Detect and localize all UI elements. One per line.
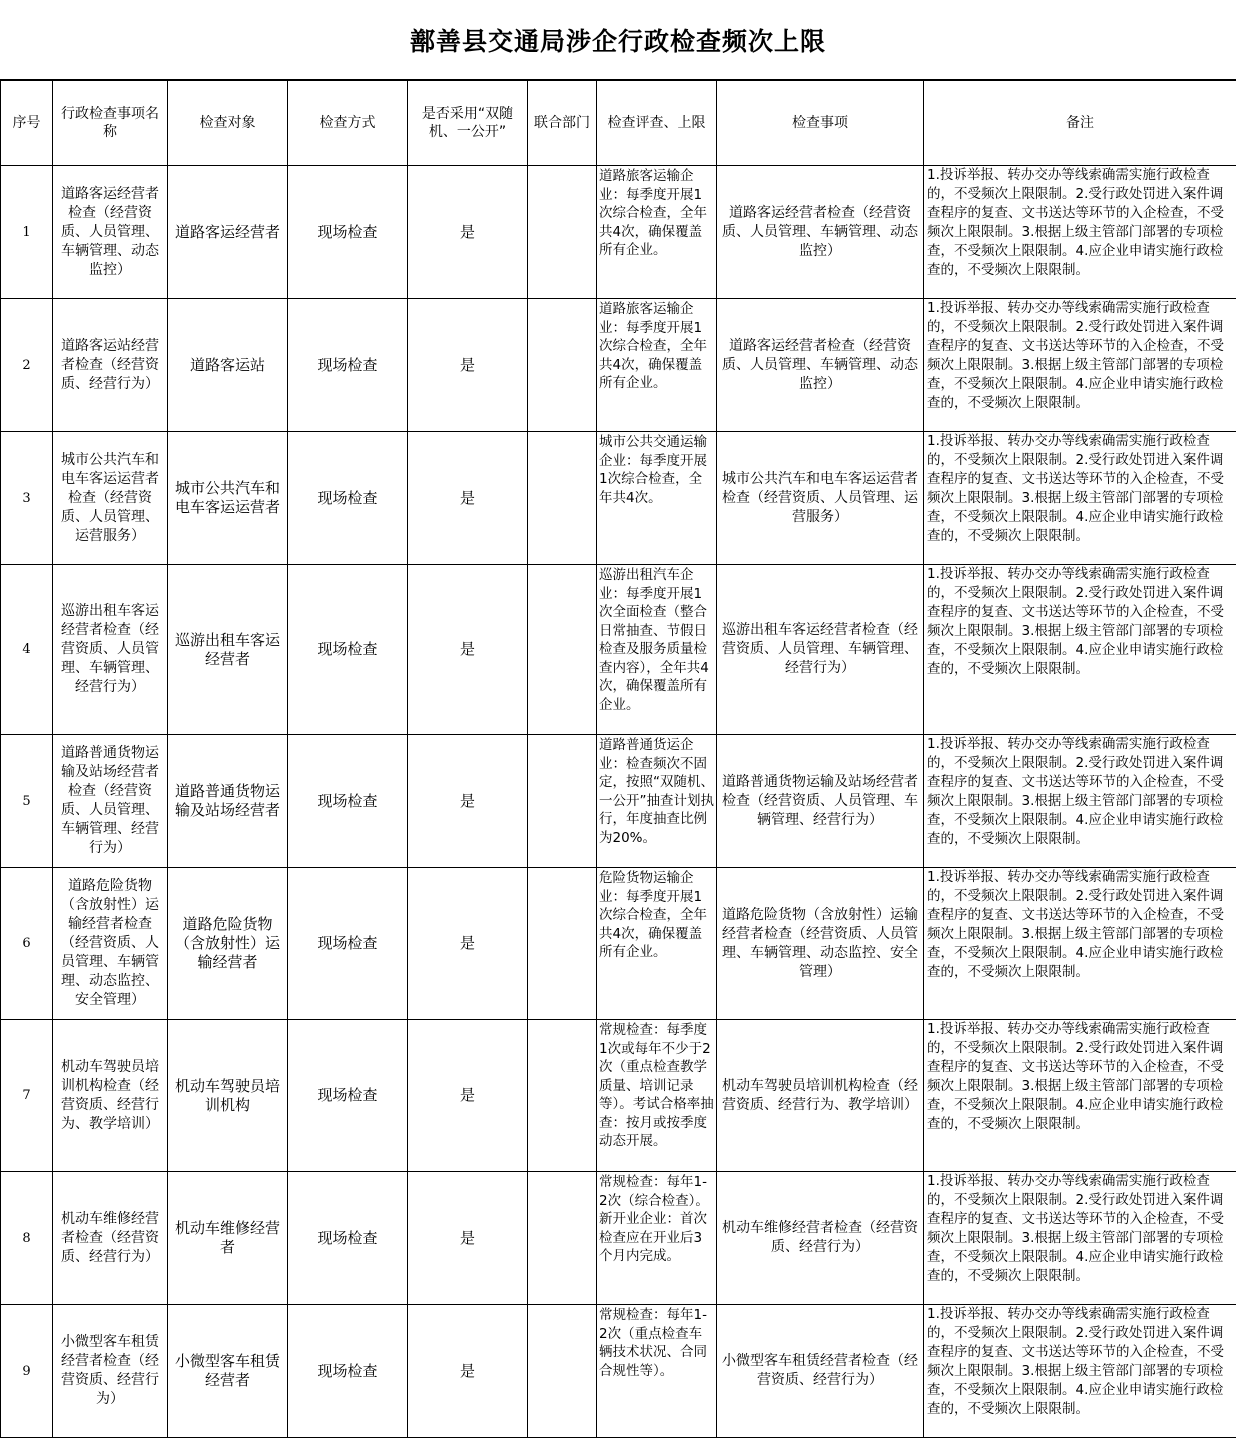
table-row	[1, 868, 1236, 1020]
cell-matters: 道路普通货物运输及站场经营者检查（经营资质、人员管理、车辆管理、经营行为）	[717, 735, 924, 868]
header-remark: 备注	[924, 81, 1236, 166]
cell-limit: 常规检查：每季度1次或每年不少于2次（重点检查教学质量、培训记录等）。考试合格率抽查：按月或按季度动态开展。	[597, 1020, 717, 1172]
cell-method: 现场检查	[288, 565, 408, 735]
cell-remark: 1.投诉举报、转办交办等线索确需实施行政检查的，不受频次上限限制。2.受行政处罚进入案件调查程序的复查、文书送达等环节的入企检查，不受频次上限限制。3.根据上级主管部门部署的专项检查，不受频次上限限制。4.应企业申请实施行政检查的，不受频次上限限制。	[924, 1305, 1236, 1438]
cell-seq: 8	[1, 1172, 53, 1305]
cell-item-name: 巡游出租车客运经营者检查（经营资质、人员管理、车辆管理、经营行为）	[53, 565, 168, 735]
cell-joint-dept	[528, 166, 597, 299]
cell-matters: 机动车驾驶员培训机构检查（经营资质、经营行为、教学培训）	[717, 1020, 924, 1172]
cell-remark: 1.投诉举报、转办交办等线索确需实施行政检查的，不受频次上限限制。2.受行政处罚进入案件调查程序的复查、文书送达等环节的入企检查，不受频次上限限制。3.根据上级主管部门部署的专项检查，不受频次上限限制。4.应企业申请实施行政检查的，不受频次上限限制。	[924, 868, 1236, 1020]
cell-item-name: 机动车驾驶员培训机构检查（经营资质、经营行为、教学培训）	[53, 1020, 168, 1172]
cell-method: 现场检查	[288, 432, 408, 565]
table-row	[1, 565, 1236, 735]
cell-double-random: 是	[408, 299, 528, 432]
cell-seq: 4	[1, 565, 53, 735]
cell-target: 道路危险货物（含放射性）运输经营者	[168, 868, 288, 1020]
cell-joint-dept	[528, 1172, 597, 1305]
cell-joint-dept	[528, 565, 597, 735]
header-seq: 序号	[1, 81, 53, 166]
cell-limit: 常规检查：每年1-2次（重点检查车辆技术状况、合同合规性等）。	[597, 1305, 717, 1438]
cell-double-random: 是	[408, 432, 528, 565]
cell-double-random: 是	[408, 868, 528, 1020]
table-row	[1, 1020, 1236, 1172]
cell-method: 现场检查	[288, 1172, 408, 1305]
cell-target: 道路客运经营者	[168, 166, 288, 299]
cell-seq: 9	[1, 1305, 53, 1438]
cell-double-random: 是	[408, 166, 528, 299]
cell-item-name: 道路客运站经营者检查（经营资质、经营行为）	[53, 299, 168, 432]
cell-double-random: 是	[408, 735, 528, 868]
cell-seq: 7	[1, 1020, 53, 1172]
cell-method: 现场检查	[288, 1020, 408, 1172]
cell-method: 现场检查	[288, 868, 408, 1020]
header-double-random: 是否采用“双随机、一公开”	[408, 81, 528, 166]
cell-limit: 危险货物运输企业：每季度开展1次综合检查，全年共4次，确保覆盖所有企业。	[597, 868, 717, 1020]
cell-matters: 小微型客车租赁经营者检查（经营资质、经营行为）	[717, 1305, 924, 1438]
cell-method: 现场检查	[288, 735, 408, 868]
header-limit: 检查评查、上限	[597, 81, 717, 166]
cell-matters: 道路客运经营者检查（经营资质、人员管理、车辆管理、动态监控）	[717, 299, 924, 432]
page-title: 鄯善县交通局涉企行政检查频次上限	[409, 26, 826, 56]
cell-target: 机动车驾驶员培训机构	[168, 1020, 288, 1172]
cell-matters: 道路危险货物（含放射性）运输经营者检查（经营资质、人员管理、车辆管理、动态监控、安全管理）	[717, 868, 924, 1020]
cell-joint-dept	[528, 735, 597, 868]
cell-seq: 2	[1, 299, 53, 432]
cell-target: 城市公共汽车和电车客运运营者	[168, 432, 288, 565]
cell-seq: 5	[1, 735, 53, 868]
cell-remark: 1.投诉举报、转办交办等线索确需实施行政检查的，不受频次上限限制。2.受行政处罚进入案件调查程序的复查、文书送达等环节的入企检查，不受频次上限限制。3.根据上级主管部门部署的专项检查，不受频次上限限制。4.应企业申请实施行政检查的，不受频次上限限制。	[924, 1172, 1236, 1305]
cell-matters: 巡游出租车客运经营者检查（经营资质、人员管理、车辆管理、经营行为）	[717, 565, 924, 735]
cell-remark: 1.投诉举报、转办交办等线索确需实施行政检查的，不受频次上限限制。2.受行政处罚进入案件调查程序的复查、文书送达等环节的入企检查，不受频次上限限制。3.根据上级主管部门部署的专项检查，不受频次上限限制。4.应企业申请实施行政检查的，不受频次上限限制。	[924, 432, 1236, 565]
cell-target: 道路客运站	[168, 299, 288, 432]
cell-matters: 道路客运经营者检查（经营资质、人员管理、车辆管理、动态监控）	[717, 166, 924, 299]
header-matters: 检查事项	[717, 81, 924, 166]
cell-seq: 1	[1, 166, 53, 299]
cell-remark: 1.投诉举报、转办交办等线索确需实施行政检查的，不受频次上限限制。2.受行政处罚进入案件调查程序的复查、文书送达等环节的入企检查，不受频次上限限制。3.根据上级主管部门部署的专项检查，不受频次上限限制。4.应企业申请实施行政检查的，不受频次上限限制。	[924, 565, 1236, 735]
table-body	[1, 166, 1236, 1438]
cell-joint-dept	[528, 868, 597, 1020]
table-row	[1, 1172, 1236, 1305]
cell-item-name: 小微型客车租赁经营者检查（经营资质、经营行为）	[53, 1305, 168, 1438]
cell-seq: 6	[1, 868, 53, 1020]
header-target: 检查对象	[168, 81, 288, 166]
cell-limit: 道路普通货运企业：检查频次不固定，按照“双随机、一公开”抽查计划执行，年度抽查比例为20%。	[597, 735, 717, 868]
cell-limit: 道路旅客运输企业：每季度开展1次综合检查，全年共4次，确保覆盖所有企业。	[597, 299, 717, 432]
header-method: 检查方式	[288, 81, 408, 166]
table-row	[1, 1305, 1236, 1438]
cell-limit: 常规检查：每年1-2次（综合检查）。新开业企业：首次检查应在开业后3个月内完成。	[597, 1172, 717, 1305]
cell-item-name: 道路危险货物（含放射性）运输经营者检查（经营资质、人员管理、车辆管理、动态监控、安全管理）	[53, 868, 168, 1020]
cell-method: 现场检查	[288, 1305, 408, 1438]
table-row	[1, 299, 1236, 432]
cell-limit: 巡游出租汽车企业：每季度开展1次全面检查（整合日常抽查、节假日检查及服务质量检查内容），全年共4次，确保覆盖所有企业。	[597, 565, 717, 735]
cell-method: 现场检查	[288, 166, 408, 299]
cell-method: 现场检查	[288, 299, 408, 432]
cell-double-random: 是	[408, 1305, 528, 1438]
cell-limit: 城市公共交通运输企业：每季度开展1次综合检查，全年共4次。	[597, 432, 717, 565]
header-item-name: 行政检查事项名称	[53, 81, 168, 166]
cell-matters: 机动车维修经营者检查（经营资质、经营行为）	[717, 1172, 924, 1305]
cell-remark: 1.投诉举报、转办交办等线索确需实施行政检查的，不受频次上限限制。2.受行政处罚进入案件调查程序的复查、文书送达等环节的入企检查，不受频次上限限制。3.根据上级主管部门部署的专项检查，不受频次上限限制。4.应企业申请实施行政检查的，不受频次上限限制。	[924, 1020, 1236, 1172]
cell-remark: 1.投诉举报、转办交办等线索确需实施行政检查的，不受频次上限限制。2.受行政处罚进入案件调查程序的复查、文书送达等环节的入企检查，不受频次上限限制。3.根据上级主管部门部署的专项检查，不受频次上限限制。4.应企业申请实施行政检查的，不受频次上限限制。	[924, 735, 1236, 868]
cell-limit: 道路旅客运输企业：每季度开展1次综合检查，全年共4次，确保覆盖所有企业。	[597, 166, 717, 299]
cell-remark: 1.投诉举报、转办交办等线索确需实施行政检查的，不受频次上限限制。2.受行政处罚进入案件调查程序的复查、文书送达等环节的入企检查，不受频次上限限制。3.根据上级主管部门部署的专项检查，不受频次上限限制。4.应企业申请实施行政检查的，不受频次上限限制。	[924, 299, 1236, 432]
cell-remark: 1.投诉举报、转办交办等线索确需实施行政检查的，不受频次上限限制。2.受行政处罚进入案件调查程序的复查、文书送达等环节的入企检查，不受频次上限限制。3.根据上级主管部门部署的专项检查，不受频次上限限制。4.应企业申请实施行政检查的，不受频次上限限制。	[924, 166, 1236, 299]
cell-matters: 城市公共汽车和电车客运运营者检查（经营资质、人员管理、运营服务）	[717, 432, 924, 565]
header-joint-dept: 联合部门	[528, 81, 597, 166]
header-row	[1, 81, 1236, 166]
cell-joint-dept	[528, 432, 597, 565]
inspection-table	[0, 80, 1236, 1438]
cell-target: 机动车维修经营者	[168, 1172, 288, 1305]
table-row	[1, 735, 1236, 868]
cell-target: 巡游出租车客运经营者	[168, 565, 288, 735]
title-bar	[0, 0, 1236, 80]
cell-double-random: 是	[408, 1172, 528, 1305]
cell-item-name: 机动车维修经营者检查（经营资质、经营行为）	[53, 1172, 168, 1305]
table-row	[1, 166, 1236, 299]
cell-double-random: 是	[408, 1020, 528, 1172]
cell-item-name: 道路客运经营者检查（经营资质、人员管理、车辆管理、动态监控）	[53, 166, 168, 299]
cell-joint-dept	[528, 299, 597, 432]
cell-target: 道路普通货物运输及站场经营者	[168, 735, 288, 868]
cell-seq: 3	[1, 432, 53, 565]
cell-joint-dept	[528, 1305, 597, 1438]
table-row	[1, 432, 1236, 565]
cell-target: 小微型客车租赁经营者	[168, 1305, 288, 1438]
cell-item-name: 道路普通货物运输及站场经营者检查（经营资质、人员管理、车辆管理、经营行为）	[53, 735, 168, 868]
cell-joint-dept	[528, 1020, 597, 1172]
cell-item-name: 城市公共汽车和电车客运运营者检查（经营资质、人员管理、运营服务）	[53, 432, 168, 565]
cell-double-random: 是	[408, 565, 528, 735]
